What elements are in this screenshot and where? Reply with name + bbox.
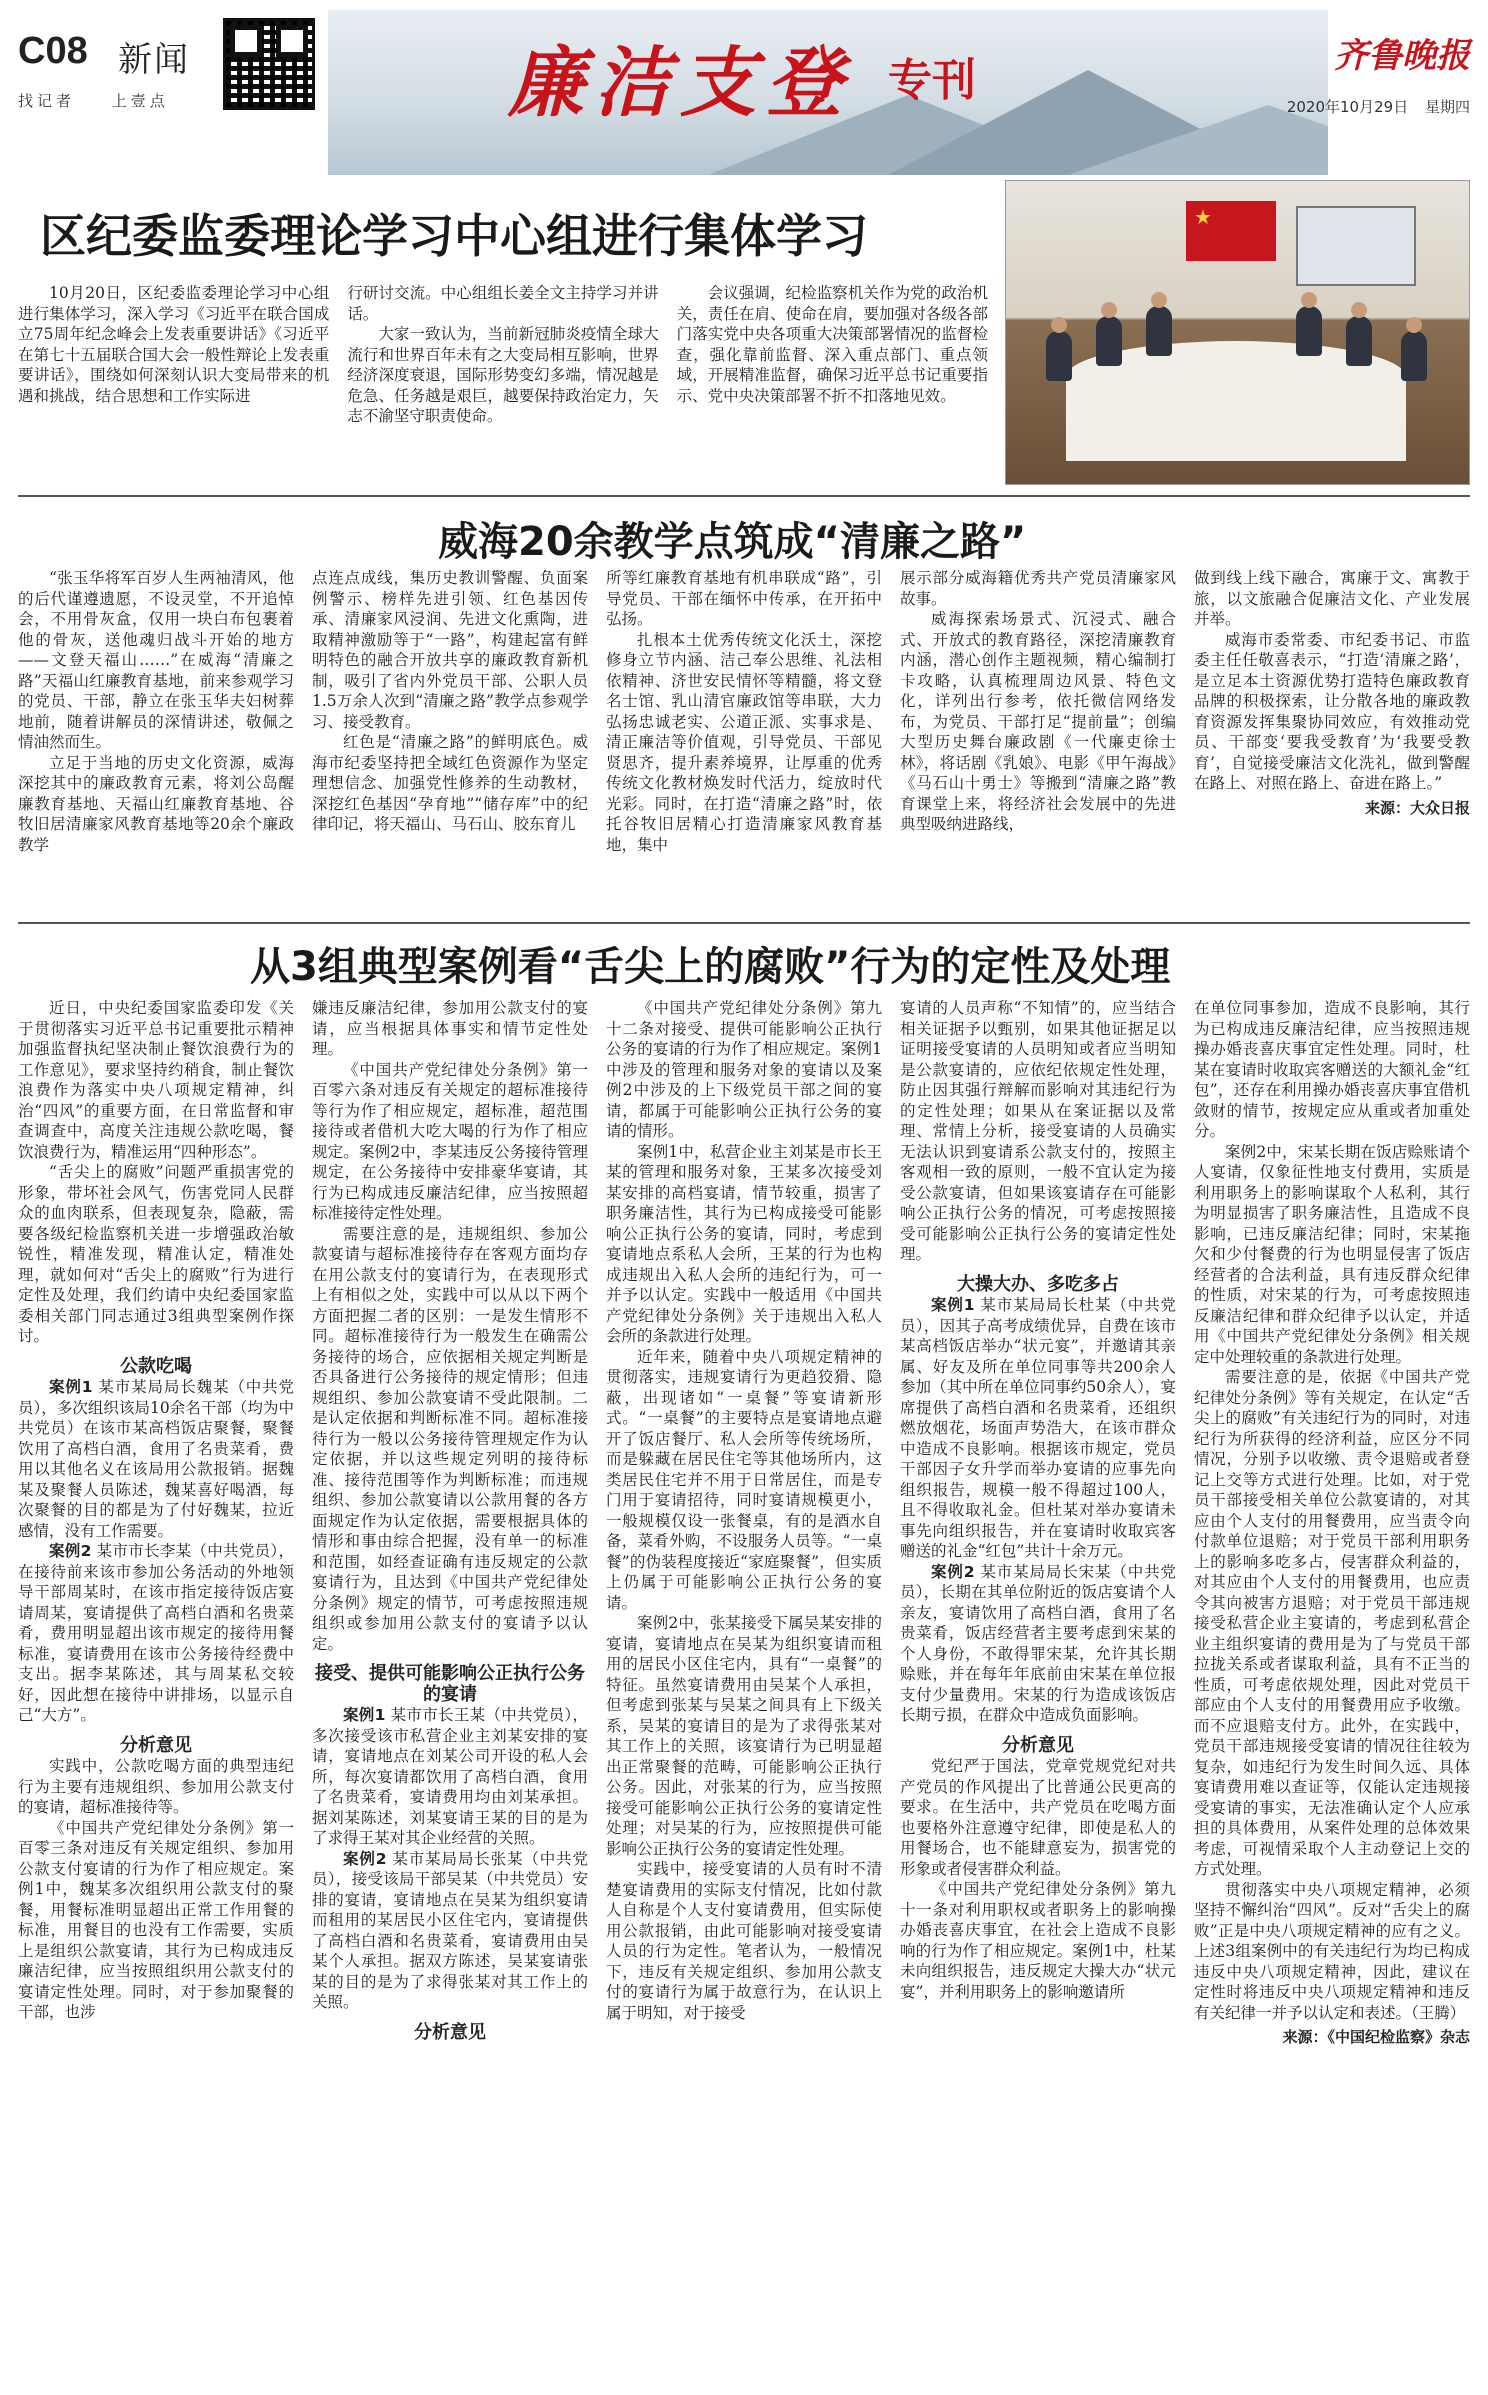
article2-headline: 威海20余教学点筑成“清廉之路” (438, 519, 1027, 565)
page-number: C08 (18, 30, 88, 72)
paragraph: 行研讨交流。中心组组长姜全文主持学习并讲话。 (347, 284, 659, 323)
divider (18, 922, 1470, 924)
paragraph: 做到线上线下融合，寓廉于文、寓教于旅，以文旅融合促廉洁文化、产业发展并举。 (1194, 569, 1470, 628)
paragraph: 威海市委常委、市纪委书记、市监委主任任敬喜表示，“打造‘清廉之路’，是立足本土资源优势打造特色廉政教育品牌的积极探索，让分散各地的廉政教育资源发挥集聚协同效应，有效推动党员、干部变‘要我受教育’为‘我要受教育’，自觉接受廉洁文化洗礼，做到警醒在路上、对照在路上、奋进在路上。” (1194, 630, 1470, 792)
qr-code-icon[interactable] (223, 18, 315, 110)
paragraph: 《中国共产党纪律处分条例》第一百零六条对违反有关规定的超标准接待等行为作了相应规定，超标准，超范围接待或者借机大吃大喝的行为作了相应规定。案例2中，李某违反公务接待管理规定，在公务接待中安排豪华宴请，其行为已构成违反廉洁纪律，应当按照超标准接待定性处理。 (312, 1060, 588, 1222)
divider (18, 495, 1470, 497)
screen-icon (1296, 206, 1416, 286)
paragraph: 某市某局局长宋某（中共党员），长期在其单位附近的饭店宴请个人亲友，宴请饮用了高档白酒，食用了名贵菜肴，饭店经营者主要考虑到宋某的个人身份，不敢得罪宋某，允许其长期赊账，并在每年年底前由宋某在单位报支付少量费用。宋某的行为造成该饭店长期亏损，在群众中造成负面影响。 (900, 1562, 1176, 1724)
banner-subtitle: 专刊 (888, 55, 976, 106)
date: 2020年10月29日 (1286, 98, 1409, 116)
paragraph: 红色是“清廉之路”的鲜明底色。威海市纪委坚持把全域红色资源作为坚定理想信念、加强党性修养的生动教材，深挖红色基因“孕育地”“储存库”中的纪律印记，将天福山、马石山、胶东育儿 (312, 733, 588, 833)
paragraph: 党纪严于国法，党章党规党纪对共产党员的作风提出了比普通公民更高的要求。在生活中，共产党员在吃喝方面也要格外注意遵守纪律，即使是私人的用餐场合，也不能肆意妄为，损害党的形象或者侵害群众利益。 (900, 1757, 1176, 1878)
paragraph: 需要注意的是，依据《中国共产党纪律处分条例》等有关规定，在认定“舌尖上的腐败”有关违纪行为的同时，对违纪行为所获得的经济利益，应区分不同情况，分别予以收缴、责令退赔或者登记上交等方式进行处理。比如，对于党员干部接受相关单位公款宴请的，对其应由个人支付的用餐费用，应当责令向付款单位退赔；对于党员干部利用职务上的影响多吃多占，侵害群众利益的，对其应由个人支付的用餐费用，也应责令其向被害方退赔；对于党员干部违规接受私营企业主宴请的，考虑到私营企业主组织宴请的费用是为了与党员干部拉拢关系或者谋取利益，具有不正当的性质，可考虑依规处理，因此对党员干部应由个人支付的用餐费用应予收缴。而不应退赔支付方。此外，在实践中，党员干部违规接受宴请的情况往往较为复杂，如违纪行为发生时间久远、具体宴请费用难以查证等，仅能认定违规接受宴请的事实，无法准确认定个人应承担的具体费用，从案件处理的总体效果考虑，可视情采取个人主动登记上交的方式处理。 (1194, 1368, 1470, 1878)
paragraph: 会议强调，纪检监察机关作为党的政治机关，责任在肩、使命在肩，要加强对各级各部门落实党中央各项重大决策部署情况的监督检查，强化靠前监督、深入重点部门、重点领域，开展精准监督，确保习近平总书记重要指示、党中央决策部署不折不扣落地见效。 (676, 284, 988, 405)
paragraph: 实践中，接受宴请的人员有时不清楚宴请费用的实际支付情况，比如付款人自称是个人支付宴请费用，但实际使用公款报销，由此可能影响对接受宴请人员的行为定性。笔者认为，一般情况下，违反有关规定组织、参加用公款支付的宴请行为属于故意行为，在认识上属于明知，对于接受 (606, 1860, 882, 2022)
paragraph: “舌尖上的腐败”问题严重损害党的形象，带坏社会风气，伤害党同人民群众的血肉联系，但表现复杂，隐蔽，需要各级纪检监察机关进一步增强政治敏锐性，精准发现，精准认定，精准处理，就如何对“舌尖上的腐败”行为进行定性及处理，我们约请中央纪委国家监委相关部门同志通过3组典型案例作探讨。 (18, 1163, 294, 1345)
masthead-line-2: 上壹点 (111, 92, 169, 110)
case-label: 案例2 (343, 1849, 387, 1868)
article3-source: 来源：《中国纪检监察》杂志 (1282, 2028, 1470, 2046)
article1-col (677, 283, 988, 483)
article1-col (347, 283, 658, 483)
paragraph: 案例1中，私营企业主刘某是市长王某的管理和服务对象，王某多次接受刘某安排的高档宴请，情节较重，损害了职务廉洁性，其行为已构成接受可能影响公正执行公务的宴请，同时，考虑到宴请地点系私人会所，王某的行为也构成违规出入私人会所的违纪行为，可一并予以认定。实践中一般适用《中国共产党纪律处分条例》关于违规出入私人会所的条款进行处理。 (606, 1142, 882, 1345)
case-label: 案例1 (931, 1296, 975, 1314)
subheading: 分析意见 (414, 2021, 486, 2043)
article1-col (18, 283, 329, 483)
article1-body (18, 283, 988, 483)
person-icon (1046, 331, 1072, 381)
paragraph: 大家一致认为，当前新冠肺炎疫情全球大流行和世界百年未有之大变局相互影响，世界经济深度衰退，国际形势变幻多端，情况越是危急、任务越是艰巨，越要保持政治定力，矢志不渝坚守职责使命。 (347, 325, 659, 425)
article2-col (606, 568, 882, 913)
case-label: 案例1 (49, 1378, 93, 1396)
meeting-photo (1005, 180, 1470, 485)
person-icon (1096, 316, 1122, 366)
article3-body (18, 998, 1470, 2388)
paragraph: 10月20日，区纪委监委理论学习中心组进行集体学习，深入学习《习近平在联合国成立75周年纪念峰会上发表重要讲话》《习近平在第七十五届联合国大会一般性辩论上发表重要讲话》，围绕如何深刻认识大变局带来的机遇和挑战，结合思想和工作实际进 (18, 284, 330, 405)
article3-col (312, 998, 588, 2388)
subheading: 分析意见 (1002, 1734, 1074, 1756)
article2-source: 来源：大众日报 (1364, 798, 1470, 817)
paragraph: “张玉华将军百岁人生两袖清风，他的后代谨遵遗愿，不设灵堂，不开追悼会，不用骨灰盒，仅用一块白布包裹着他的骨灰，送他魂归战斗开始的地方——文登天福山……”在威海“清廉之路”天福山红廉教育基地，前来参观学习的党员、干部，静立在张玉华夫妇树葬地前，随着讲解员的深情讲述，敬佩之情油然而生。 (18, 569, 294, 751)
article1-headline: 区纪委监委理论学习中心组进行集体学习 (40, 209, 868, 263)
paragraph: 某市某局局长魏某（中共党员），多次组织该局10余名干部（均为中共党员）在该市某高档饭店聚餐，聚餐饮用了高档白酒，食用了名贵菜肴，费用以其他名义在该局用公款报销。据魏某及聚餐人员陈述，魏某喜好喝酒，每次聚餐的目的都是为了付好魏某，拉近感情，没有工作需要。 (18, 1378, 294, 1540)
person-icon (1146, 306, 1172, 356)
weekday: 星期四 (1424, 98, 1470, 116)
masthead-line-1: 找记者 (18, 92, 76, 110)
subheading: 公款吃喝 (120, 1355, 192, 1377)
article3-col (900, 998, 1176, 2388)
person-icon (1346, 316, 1372, 366)
subheading: 接受、提供可能影响公正执行公务的宴请 (315, 1663, 585, 1705)
masthead-lines (18, 90, 197, 111)
case-label: 案例2 (931, 1562, 975, 1581)
paragraph: 威海探索场景式、沉浸式、融合式、开放式的教育路径，深挖清廉教育内涵，潜心创作主题视频，精心编制打卡攻略，认真梳理周边风景、特色文化，详列出行参考，依托微信网络发布，为党员、干部打足“提前量”；创编大型历史舞台廉政剧《一代廉吏徐士林》，将话剧《乳娘》、电影《甲午海战》《马石山十勇士》等搬到“清廉之路”教育课堂上来，将经济社会发展中的先进典型吸纳进路线， (900, 610, 1176, 833)
paragraph: 某市某局局长张某（中共党员），接受该局干部吴某（中共党员）安排的宴请，宴请地点在吴某为组织宴请而租用的某居民小区住宅内，宴请提供了高档白酒和名贵菜肴，宴请费用由吴某个人承担。据双方陈述，吴某宴请张某的目的是为了求得张某对其工作上的关照。 (312, 1849, 588, 2011)
article3-headline: 从3组典型案例看“舌尖上的腐败”行为的定性及处理 (250, 944, 1171, 990)
paragraph: 所等红廉教育基地有机串联成“路”，引导党员、干部在缅怀中传承，在开拓中弘扬。 (606, 569, 882, 628)
article2-col (18, 568, 294, 913)
issue-date (1275, 96, 1470, 117)
paragraph: 《中国共产党纪律处分条例》第九十一条对利用职权或者职务上的影响操办婚丧喜庆事宜，在社会上造成不良影响的行为作了相应规定。案例1中，杜某未向组织报告，违反规定大操大办“状元宴”，并利用职务上的影响邀请所 (900, 1880, 1176, 2001)
subheading: 大操大办、多吃多占 (957, 1273, 1119, 1295)
subheading: 分析意见 (120, 1734, 192, 1756)
paragraph: 实践中，公款吃喝方面的典型违纪行为主要有违规组织、参加用公款支付的宴请，超标准接待等。 (18, 1757, 294, 1816)
article2-col (312, 568, 588, 913)
person-icon (1296, 306, 1322, 356)
person-icon (1401, 331, 1427, 381)
article2-col (1194, 568, 1470, 913)
paragraph: 近日，中央纪委国家监委印发《关于贯彻落实习近平总书记重要批示精神 加强监督执纪坚决制止餐饮浪费行为的工作意见》，要求坚持约稍食，制止餐饮浪费作为落实中央八项规定精神，纠治“四风”的重要方面，在日常监督和审查调查中，高度关注违规公款吃喝，餐饮浪费行为，精准运用“四种形态”。 (18, 999, 294, 1161)
paragraph: 《中国共产党纪律处分条例》第一百零三条对违反有关规定组织、参加用公款支付宴请的行为作了相应规定。案例1中，魏某多次组织用公款支付的聚餐，用餐标准明显超出正常工作用餐的标准，用餐目的也没有工作需要，实质上是组织公款宴请，其行为已构成违反廉洁纪律，应当按照组织用公款支付的宴请定性处理。同时，对于参加聚餐的干部，也涉 (18, 1818, 294, 2021)
paragraph: 案例2中，宋某长期在饭店赊账请个人宴请，仅象征性地支付费用，实质是利用职务上的影响谋取个人私利，其行为明显损害了职务廉洁性，且造成不良影响，已违反廉洁纪律；同时，宋某拖欠和少付餐费的行为也明显侵害了饭店经营者的合法利益，具有违反群众纪律的性质，对宋某的行为，可考虑按照违反廉洁纪律和群众纪律予以认定，并适用《中国共产党纪律处分条例》相关规定中处理较重的条款进行处理。 (1194, 1142, 1470, 1366)
paragraph: 需要注意的是，违规组织、参加公款宴请与超标准接待存在客观方面均存在用公款支付的宴请行为，在表现形式上有相似之处，实践中可以从以下两个方面把握二者的区别：一是发生情形不同。超标准接待行为一般发生在确需公务接待的场合，应依据相关规定判断是否具备进行公务接待的规定情形；但违规组织、参加公款宴请不受此限制。二是认定依据和判断标准不同。超标准接待行为一般以公务接待管理规定作为认定依据，并以这些规定列明的接待标准、接待范围等作为判断标准；而违规组织、参加公款宴请以公款用餐的各方面规定作为认定依据，需要根据具体的情形和事由综合把握，没有单一的标准和范围，如经查证确有违反规定的公款宴请行为，且达到《中国共产党纪律处分条例》规定的情节，可考虑按照违规组织或参加用公款支付的宴请予以认定。 (312, 1224, 588, 1653)
paragraph: 立足于当地的历史文化资源，威海深挖其中的廉政教育元素，将刘公岛醒廉教育基地、天福山红廉教育基地、谷牧旧居清廉家风教育基地等20余个廉政教学 (18, 753, 294, 854)
case-label: 案例1 (343, 1706, 386, 1724)
paragraph: 近年来，随着中央八项规定精神的贯彻落实，违规宴请行为更趋狡猾、隐蔽，出现诸如“一桌餐”等宴请新形式。“一桌餐”的主要特点是宴请地点避开了饭店餐厅、私人会所等传统场所，而是躲藏在居民住宅等其他场所内，这类居民住宅并不用于日常居住，而是专门用于宴请招待，同时宴请规模更小，一般规模仅设一张餐桌，有的是酒水自备，菜肴外购，不设服务人员等。“一桌餐”的伪装程度接近“家庭聚餐”，但实质上仍属于可能影响公正执行公务的宴请。 (606, 1347, 882, 1612)
article2-body (18, 568, 1470, 913)
paragraph: 在单位同事参加，造成不良影响，其行为已构成违反廉洁纪律，应当按照违规操办婚丧喜庆事宜定性处理。同时，杜某在宴请时收取宾客赠送的大额礼金“红包”，还存在利用操办婚丧喜庆事宜借机敛财的情节，按规定应从重或者加重处分。 (1194, 999, 1470, 1140)
paragraph: 点连点成线，集历史教训警醒、负面案例警示、榜样先进引领、红色基因传承、清廉家风浸润、先进文化熏陶，进取精神激励等于“一路”，构建起富有鲜明特色的融合开放共享的廉政教育新机制，吸引了省内外党员干部、公职人员1.5万余人次到“清廉之路”教学点参观学习、接受教育。 (312, 569, 588, 731)
paragraph: 某市市长王某（中共党员），多次接受该市私营企业主刘某安排的宴请，宴请地点在刘某公司开设的私人会所，每次宴请都饮用了高档白酒，食用了名贵菜肴，宴请费用均由刘某承担。据刘某陈述，刘某宴请王某的目的是为了求得王某对其企业经营的关照。 (312, 1706, 588, 1847)
banner-title: 廉洁支登 (508, 38, 852, 127)
newspaper-logo: 齐鲁晚报 (1334, 36, 1470, 76)
masthead (18, 10, 1470, 175)
paragraph: 《中国共产党纪律处分条例》第九十二条对接受、提供可能影响公正执行公务的宴请的行为作了相应规定。案例1中涉及的管理和服务对象的宴请以及案例2中涉及的上下级党员干部之间的宴请，都属于可能影响公正执行公务的宴请的情形。 (606, 999, 882, 1140)
paragraph: 嫌违反廉洁纪律，参加用公款支付的宴请，应当根据具体事实和情节定性处理。 (312, 999, 588, 1058)
paragraph: 贯彻落实中央八项规定精神，必须坚持不懈纠治“四风”。反对“舌尖上的腐败”正是中央八项规定精神的应有之义。上述3组案例中的有关违纪行为均已构成违反中央八项规定精神，因此，建议在定性时将违反中央八项规定精神和违反有关纪律一并予以认定和表述。（王腾） (1194, 1880, 1470, 2022)
section-name: 新闻 (118, 40, 190, 80)
paragraph: 某市某局局长杜某（中共党员），因其子高考成绩优异，自费在该市某高档饭店举办“状元宴”，并邀请其亲属、好友及所在单位同事等共200余人参加（其中所在单位同事约50余人），宴席提供了高档白酒和名贵菜肴，还组织燃放烟花，场面声势浩大，在该市群众中造成不良影响。根据该市规定，党员干部因子女升学而举办宴请的应事先向组织报告，规模一般不得超过100人，且不得收取礼金。但杜某对举办宴请未事先向组织报告，并在宴请时收取宾客赠送的礼金“红包”共计十余万元。 (900, 1296, 1176, 1560)
case-label: 案例2 (49, 1542, 92, 1560)
article3-col (1194, 998, 1470, 2388)
article3-col (606, 998, 882, 2388)
special-banner (328, 10, 1328, 175)
paragraph: 某市市长李某（中共党员），在接待前来该市参加公务活动的外地领导干部周某时，在该市指定接待饭店宴请周某，宴请提供了高档白酒和名贵菜肴，费用明显超出该市规定的接待用餐标准，宴请费用在该市公务接待经费中支出。据李某陈述，其与周某私交较好，因此想在接待中讲排场，以显示自己“大方”。 (18, 1542, 294, 1724)
article3-col (18, 998, 294, 2388)
paragraph: 案例2中，张某接受下属吴某安排的宴请，宴请地点在吴某为组织宴请而租用的居民小区住宅内，具有“一桌餐”的特征。虽然宴请费用由吴某个人承担，但考虑到张某与吴某之间具有上下级关系，吴某的宴请目的是为了求得张某对其工作上的关照，该宴请行为已明显超出正常聚餐的范畴，可能影响公正执行公务。因此，对张某的行为，应当按照接受可能影响公正执行公务的宴请定性处理；对吴某的行为，应按照提供可能影响公正执行公务的宴请定性处理。 (606, 1614, 882, 1858)
article2-col (900, 568, 1176, 913)
paragraph: 展示部分威海籍优秀共产党员清廉家风故事。 (900, 569, 1176, 608)
party-flag-icon (1186, 201, 1276, 261)
paragraph: 扎根本土优秀传统文化沃土，深挖修身立节内涵、洁己奉公思维、礼法相依精神、济世安民情怀等精髓，将文登名士馆、乳山清官廉政馆等串联，大力弘扬忠诚老实、公道正派、实事求是、清正廉洁等价值观，引导党员、干部见贤思齐，提升素养境界，让厚重的优秀传统文化教材焕发时代活力，绽放时代光彩。同时，在打造“清廉之路”时，依托谷牧旧居精心打造清廉家风教育基地，集中 (606, 630, 882, 854)
paragraph: 宴请的人员声称“不知情”的，应当结合相关证据予以甄别，如果其他证据足以证明接受宴请的人员明知或者应当明知是公款宴请的，应依纪依规定性处理，防止因其强行辩解而影响对其违纪行为的定性处理；如果从在案证据以及常理、常情上分析，接受宴请的人员确实无法认识到宴请系公款支付的，按照主客观相一致的原则，一般不宜认定为接受公款宴请，但如果该宴请存在可能影响公正执行公务的情况，可考虑按照接受可能影响公正执行公务的宴请定性处理。 (900, 999, 1176, 1263)
